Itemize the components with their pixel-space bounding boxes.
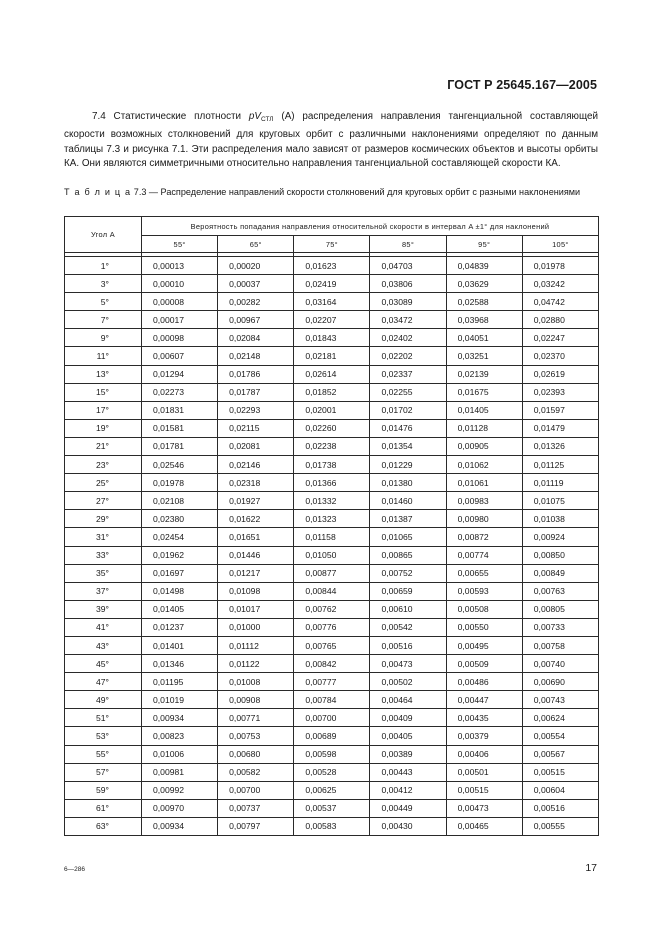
probability-cell: 0,02393	[522, 383, 598, 401]
probability-cell: 0,00593	[446, 582, 522, 600]
probability-cell: 0,00655	[446, 564, 522, 582]
density-symbol: pV	[248, 111, 261, 122]
table-row	[65, 727, 599, 745]
probability-cell: 0,00872	[446, 528, 522, 546]
probability-cell: 0,00598	[294, 745, 370, 763]
probability-cell: 0,00690	[522, 673, 598, 691]
probability-cell: 0,03251	[446, 347, 522, 365]
document-code: ГОСТ Р 25645.167—2005	[447, 78, 597, 92]
probability-cell: 0,00850	[522, 546, 598, 564]
probability-cell: 0,00700	[218, 781, 294, 799]
angle-cell: 61°	[65, 799, 142, 817]
probability-cell: 0,00743	[522, 691, 598, 709]
probability-cell: 0,01405	[446, 401, 522, 419]
probability-cell: 0,00473	[370, 655, 446, 673]
probability-cell: 0,04051	[446, 329, 522, 347]
probability-cell: 0,01323	[294, 510, 370, 528]
probability-cell: 0,01476	[370, 419, 446, 437]
table-row	[65, 275, 599, 293]
probability-cell: 0,01622	[218, 510, 294, 528]
table-row	[65, 636, 599, 654]
table-row	[65, 546, 599, 564]
probability-cell: 0,02139	[446, 365, 522, 383]
probability-cell: 0,01387	[370, 510, 446, 528]
probability-cell: 0,00765	[294, 636, 370, 654]
probability-cell: 0,00515	[522, 763, 598, 781]
table-row	[65, 745, 599, 763]
density-subscript: СТЛ	[261, 116, 274, 123]
probability-cell: 0,01927	[218, 492, 294, 510]
probability-cell: 0,02273	[142, 383, 218, 401]
probability-cell: 0,02546	[142, 456, 218, 474]
probability-group-header: Вероятность попадания направления относительной скорости в интервал A ±1° для наклонений	[142, 217, 599, 236]
probability-cell: 0,01006	[142, 745, 218, 763]
probability-cell: 0,00502	[370, 673, 446, 691]
angle-cell: 33°	[65, 546, 142, 564]
probability-cell: 0,00010	[142, 275, 218, 293]
probability-cell: 0,00842	[294, 655, 370, 673]
angle-cell: 49°	[65, 691, 142, 709]
probability-cell: 0,00412	[370, 781, 446, 799]
probability-cell: 0,00554	[522, 727, 598, 745]
probability-cell: 0,00604	[522, 781, 598, 799]
probability-cell: 0,00508	[446, 600, 522, 618]
probability-cell: 0,02202	[370, 347, 446, 365]
angle-cell: 45°	[65, 655, 142, 673]
probability-cell: 0,00763	[522, 582, 598, 600]
table-row	[65, 655, 599, 673]
probability-cell: 0,01038	[522, 510, 598, 528]
print-code: 6—286	[64, 866, 85, 873]
angle-cell: 55°	[65, 745, 142, 763]
probability-cell: 0,00495	[446, 636, 522, 654]
probability-cell: 0,00509	[446, 655, 522, 673]
probability-cell: 0,00555	[522, 817, 598, 835]
probability-cell: 0,00389	[370, 745, 446, 763]
table-row	[65, 709, 599, 727]
probability-cell: 0,01217	[218, 564, 294, 582]
probability-cell: 0,01326	[522, 437, 598, 455]
probability-cell: 0,03629	[446, 275, 522, 293]
inclination-header: 65°	[218, 236, 294, 253]
inclination-header: 55°	[142, 236, 218, 253]
angle-cell: 35°	[65, 564, 142, 582]
probability-cell: 0,00771	[218, 709, 294, 727]
probability-cell: 0,01597	[522, 401, 598, 419]
probability-cell: 0,00753	[218, 727, 294, 745]
probability-cell: 0,00737	[218, 799, 294, 817]
probability-cell: 0,01675	[446, 383, 522, 401]
probability-cell: 0,00924	[522, 528, 598, 546]
table-row	[65, 492, 599, 510]
table-row	[65, 600, 599, 618]
probability-cell: 0,01062	[446, 456, 522, 474]
probability-cell: 0,00758	[522, 636, 598, 654]
probability-cell: 0,01479	[522, 419, 598, 437]
probability-cell: 0,01405	[142, 600, 218, 618]
probability-cell: 0,02084	[218, 329, 294, 347]
probability-cell: 0,00624	[522, 709, 598, 727]
probability-cell: 0,02293	[218, 401, 294, 419]
angle-cell: 43°	[65, 636, 142, 654]
probability-cell: 0,01075	[522, 492, 598, 510]
probability-cell: 0,03472	[370, 311, 446, 329]
probability-cell: 0,00282	[218, 293, 294, 311]
angle-cell: 25°	[65, 474, 142, 492]
inclination-header-row	[65, 236, 599, 253]
probability-cell: 0,01446	[218, 546, 294, 564]
probability-cell: 0,00443	[370, 763, 446, 781]
probability-cell: 0,00037	[218, 275, 294, 293]
probability-cell: 0,03968	[446, 311, 522, 329]
paragraph-7-4	[64, 110, 598, 172]
table-row	[65, 456, 599, 474]
probability-cell: 0,02370	[522, 347, 598, 365]
table-row	[65, 781, 599, 799]
probability-cell: 0,00689	[294, 727, 370, 745]
probability-cell: 0,02115	[218, 419, 294, 437]
probability-cell: 0,01787	[218, 383, 294, 401]
table-row	[65, 673, 599, 691]
probability-cell: 0,02318	[218, 474, 294, 492]
probability-cell: 0,01294	[142, 365, 218, 383]
probability-cell: 0,02337	[370, 365, 446, 383]
probability-cell: 0,00008	[142, 293, 218, 311]
angle-cell: 3°	[65, 275, 142, 293]
table-row	[65, 564, 599, 582]
probability-cell: 0,01460	[370, 492, 446, 510]
probability-cell: 0,01380	[370, 474, 446, 492]
probability-cell: 0,02419	[294, 275, 370, 293]
table-body	[65, 257, 599, 836]
probability-cell: 0,00501	[446, 763, 522, 781]
angle-cell: 17°	[65, 401, 142, 419]
probability-cell: 0,01128	[446, 419, 522, 437]
angle-cell: 7°	[65, 311, 142, 329]
angle-cell: 21°	[65, 437, 142, 455]
probability-cell: 0,00447	[446, 691, 522, 709]
probability-cell: 0,00550	[446, 618, 522, 636]
table-row	[65, 763, 599, 781]
probability-cell: 0,01008	[218, 673, 294, 691]
probability-cell: 0,03806	[370, 275, 446, 293]
angle-cell: 51°	[65, 709, 142, 727]
probability-cell: 0,01229	[370, 456, 446, 474]
probability-cell: 0,04742	[522, 293, 598, 311]
probability-cell: 0,00464	[370, 691, 446, 709]
angle-cell: 63°	[65, 817, 142, 835]
probability-cell: 0,01195	[142, 673, 218, 691]
angle-cell: 31°	[65, 528, 142, 546]
angle-cell: 57°	[65, 763, 142, 781]
probability-cell: 0,01978	[142, 474, 218, 492]
probability-cell: 0,00017	[142, 311, 218, 329]
table-row	[65, 510, 599, 528]
probability-cell: 0,01581	[142, 419, 218, 437]
probability-cell: 0,01651	[218, 528, 294, 546]
probability-cell: 0,01978	[522, 257, 598, 275]
probability-cell: 0,01962	[142, 546, 218, 564]
probability-cell: 0,00849	[522, 564, 598, 582]
angle-cell: 27°	[65, 492, 142, 510]
probability-cell: 0,02247	[522, 329, 598, 347]
paragraph-text-start: 7.4 Статистические плотности	[92, 111, 249, 122]
probability-cell: 0,00967	[218, 311, 294, 329]
probability-cell: 0,02255	[370, 383, 446, 401]
probability-cell: 0,00980	[446, 510, 522, 528]
probability-cell: 0,00877	[294, 564, 370, 582]
probability-cell: 0,02181	[294, 347, 370, 365]
probability-cell: 0,00020	[218, 257, 294, 275]
probability-cell: 0,00430	[370, 817, 446, 835]
angle-cell: 29°	[65, 510, 142, 528]
probability-cell: 0,00774	[446, 546, 522, 564]
table-row	[65, 419, 599, 437]
table-row	[65, 401, 599, 419]
density-argument: (A)	[273, 111, 295, 122]
probability-cell: 0,01158	[294, 528, 370, 546]
probability-cell: 0,00844	[294, 582, 370, 600]
probability-cell: 0,04703	[370, 257, 446, 275]
probability-cell: 0,01401	[142, 636, 218, 654]
probability-cell: 0,00823	[142, 727, 218, 745]
probability-cell: 0,00700	[294, 709, 370, 727]
probability-cell: 0,01852	[294, 383, 370, 401]
table-row	[65, 799, 599, 817]
table-row	[65, 383, 599, 401]
probability-cell: 0,01019	[142, 691, 218, 709]
probability-cell: 0,00934	[142, 817, 218, 835]
probability-cell: 0,01332	[294, 492, 370, 510]
probability-cell: 0,00908	[218, 691, 294, 709]
probability-cell: 0,00992	[142, 781, 218, 799]
probability-cell: 0,01119	[522, 474, 598, 492]
inclination-header: 95°	[446, 236, 522, 253]
paragraph-text-rest: распределения направления тангенциальной составляющей скорости возможных столкновений для круговых орбит с различными наклонениями определяют по данным таблицы 7.3 и рисунка 7.1. Эти распределения мало зависят от размеров космических объектов и высоты орбиты КА. Они являются симметричными относительно направления тангенциальной составляющей скорости КА.	[64, 111, 598, 170]
probability-cell: 0,00659	[370, 582, 446, 600]
probability-cell: 0,01017	[218, 600, 294, 618]
probability-cell: 0,00784	[294, 691, 370, 709]
probability-cell: 0,00542	[370, 618, 446, 636]
probability-cell: 0,02588	[446, 293, 522, 311]
probability-cell: 0,02619	[522, 365, 598, 383]
probability-cell: 0,00515	[446, 781, 522, 799]
angle-cell: 53°	[65, 727, 142, 745]
probability-cell: 0,01112	[218, 636, 294, 654]
probability-cell: 0,00752	[370, 564, 446, 582]
probability-cell: 0,00762	[294, 600, 370, 618]
probability-cell: 0,00934	[142, 709, 218, 727]
probability-cell: 0,00733	[522, 618, 598, 636]
probability-cell: 0,01831	[142, 401, 218, 419]
probability-cell: 0,01098	[218, 582, 294, 600]
angle-cell: 9°	[65, 329, 142, 347]
angle-cell: 1°	[65, 257, 142, 275]
probability-cell: 0,00465	[446, 817, 522, 835]
probability-cell: 0,01237	[142, 618, 218, 636]
probability-cell: 0,02238	[294, 437, 370, 455]
probability-cell: 0,00865	[370, 546, 446, 564]
probability-cell: 0,02148	[218, 347, 294, 365]
probability-cell: 0,02614	[294, 365, 370, 383]
inclination-header: 105°	[522, 236, 598, 253]
probability-cell: 0,00805	[522, 600, 598, 618]
probability-cell: 0,00610	[370, 600, 446, 618]
probability-cell: 0,00567	[522, 745, 598, 763]
probability-cell: 0,03242	[522, 275, 598, 293]
angle-cell: 39°	[65, 600, 142, 618]
probability-cell: 0,04839	[446, 257, 522, 275]
probability-cell: 0,00983	[446, 492, 522, 510]
probability-cell: 0,00516	[522, 799, 598, 817]
probability-cell: 0,01843	[294, 329, 370, 347]
angle-cell: 37°	[65, 582, 142, 600]
probability-cell: 0,00905	[446, 437, 522, 455]
collision-direction-table	[64, 216, 599, 836]
probability-cell: 0,02081	[218, 437, 294, 455]
angle-cell: 23°	[65, 456, 142, 474]
table-row	[65, 257, 599, 275]
table-row	[65, 347, 599, 365]
table-row	[65, 474, 599, 492]
probability-cell: 0,00435	[446, 709, 522, 727]
table-row	[65, 817, 599, 835]
probability-cell: 0,01786	[218, 365, 294, 383]
probability-cell: 0,01346	[142, 655, 218, 673]
table-row	[65, 365, 599, 383]
table-row	[65, 528, 599, 546]
table-caption-prefix: Т а б л и ц а	[64, 187, 132, 197]
probability-cell: 0,01122	[218, 655, 294, 673]
table-caption	[64, 186, 598, 199]
table-row	[65, 437, 599, 455]
probability-cell: 0,03164	[294, 293, 370, 311]
probability-cell: 0,00013	[142, 257, 218, 275]
probability-cell: 0,00449	[370, 799, 446, 817]
probability-cell: 0,00405	[370, 727, 446, 745]
angle-cell: 41°	[65, 618, 142, 636]
probability-cell: 0,01354	[370, 437, 446, 455]
angle-cell: 19°	[65, 419, 142, 437]
probability-cell: 0,02880	[522, 311, 598, 329]
angle-cell: 47°	[65, 673, 142, 691]
table-row	[65, 582, 599, 600]
probability-cell: 0,01065	[370, 528, 446, 546]
probability-cell: 0,01000	[218, 618, 294, 636]
probability-cell: 0,02260	[294, 419, 370, 437]
probability-cell: 0,02454	[142, 528, 218, 546]
probability-cell: 0,00777	[294, 673, 370, 691]
probability-cell: 0,00583	[294, 817, 370, 835]
probability-cell: 0,00537	[294, 799, 370, 817]
table-row	[65, 311, 599, 329]
probability-cell: 0,00409	[370, 709, 446, 727]
probability-cell: 0,02146	[218, 456, 294, 474]
angle-cell: 5°	[65, 293, 142, 311]
angle-cell: 13°	[65, 365, 142, 383]
inclination-header: 75°	[294, 236, 370, 253]
probability-cell: 0,01050	[294, 546, 370, 564]
angle-cell: 11°	[65, 347, 142, 365]
probability-cell: 0,00486	[446, 673, 522, 691]
probability-cell: 0,00625	[294, 781, 370, 799]
probability-cell: 0,00516	[370, 636, 446, 654]
table-caption-text: 7.3 — Распределение направлений скорости столкновений для круговых орбит с разными наклонениями	[131, 187, 581, 197]
probability-cell: 0,03089	[370, 293, 446, 311]
probability-cell: 0,01702	[370, 401, 446, 419]
table-row	[65, 329, 599, 347]
probability-cell: 0,00582	[218, 763, 294, 781]
angle-cell: 15°	[65, 383, 142, 401]
probability-cell: 0,00473	[446, 799, 522, 817]
probability-cell: 0,00607	[142, 347, 218, 365]
probability-cell: 0,02001	[294, 401, 370, 419]
probability-cell: 0,00379	[446, 727, 522, 745]
table-row	[65, 618, 599, 636]
probability-cell: 0,01125	[522, 456, 598, 474]
angle-column-header: Угол A	[65, 217, 142, 253]
probability-cell: 0,00740	[522, 655, 598, 673]
probability-cell: 0,00797	[218, 817, 294, 835]
probability-cell: 0,02108	[142, 492, 218, 510]
probability-cell: 0,00098	[142, 329, 218, 347]
probability-cell: 0,01738	[294, 456, 370, 474]
probability-cell: 0,01366	[294, 474, 370, 492]
probability-cell: 0,00406	[446, 745, 522, 763]
probability-cell: 0,01697	[142, 564, 218, 582]
probability-cell: 0,01781	[142, 437, 218, 455]
angle-cell: 59°	[65, 781, 142, 799]
probability-cell: 0,00528	[294, 763, 370, 781]
table-row	[65, 293, 599, 311]
probability-cell: 0,02380	[142, 510, 218, 528]
probability-cell: 0,00776	[294, 618, 370, 636]
probability-cell: 0,01623	[294, 257, 370, 275]
table-row	[65, 691, 599, 709]
page-number: 17	[585, 862, 597, 874]
probability-cell: 0,02402	[370, 329, 446, 347]
inclination-header: 85°	[370, 236, 446, 253]
probability-cell: 0,00970	[142, 799, 218, 817]
probability-cell: 0,00981	[142, 763, 218, 781]
probability-cell: 0,01061	[446, 474, 522, 492]
probability-cell: 0,01498	[142, 582, 218, 600]
probability-cell: 0,02207	[294, 311, 370, 329]
probability-cell: 0,00680	[218, 745, 294, 763]
